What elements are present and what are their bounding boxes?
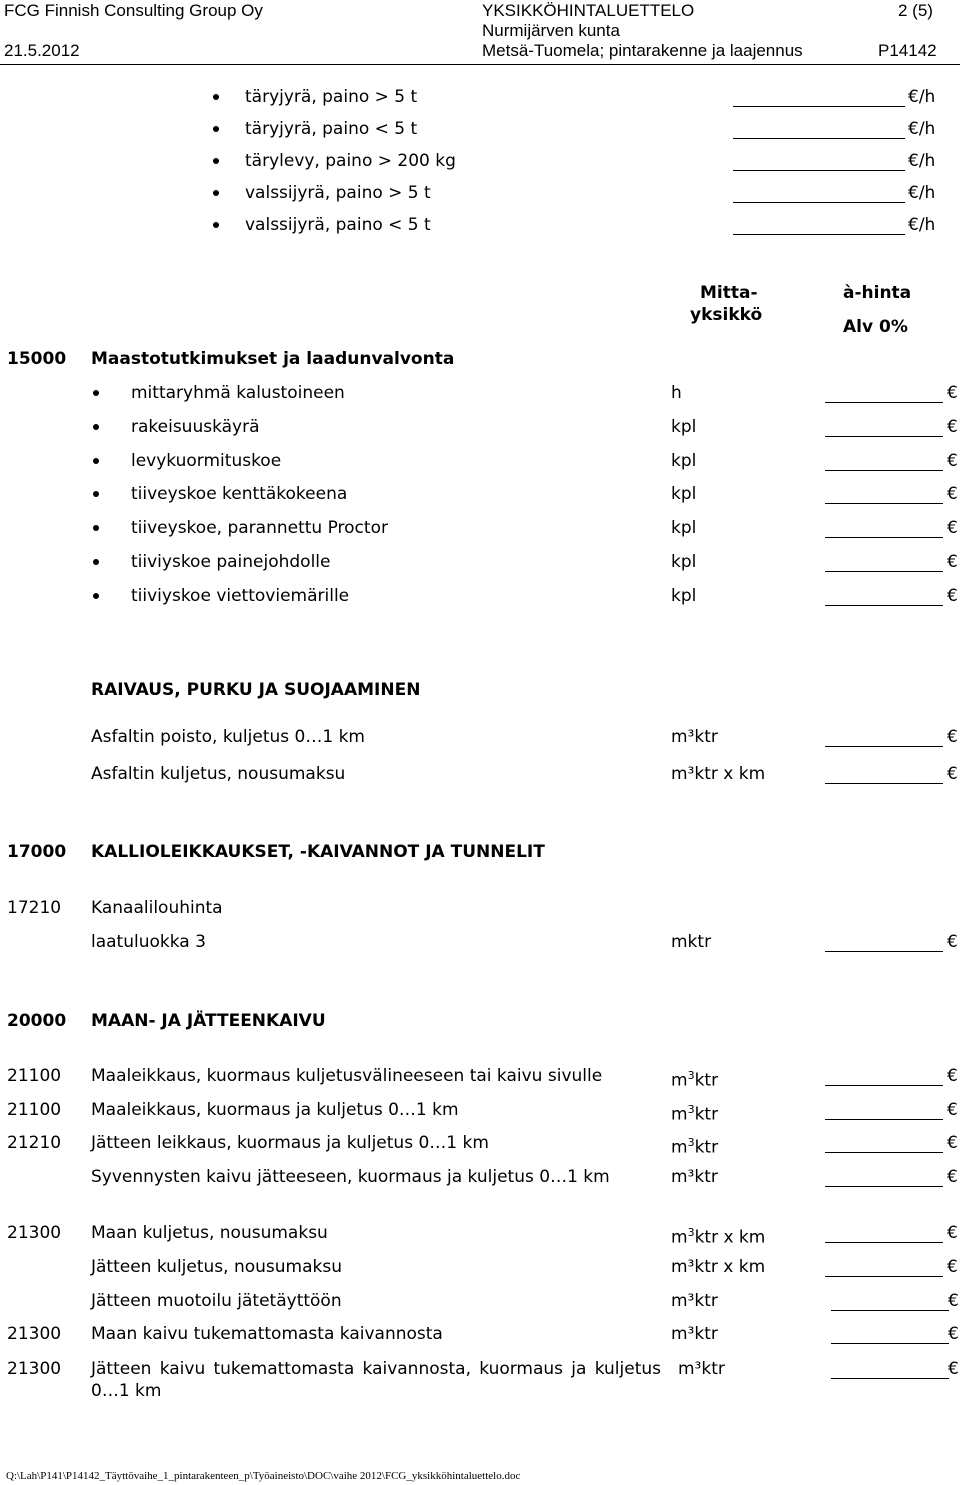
bullet-icon — [93, 491, 99, 497]
list-item: täryjyrä, paino < 5 t — [245, 119, 418, 139]
bullet-icon — [213, 158, 219, 164]
currency-cell: € — [947, 727, 958, 747]
row-code: 17210 — [7, 898, 62, 918]
unit-cell: h — [671, 383, 682, 403]
bullet-icon — [213, 190, 219, 196]
row-label: Jätteen leikkaus, kuormaus ja kuljetus 0…1 km — [91, 1133, 489, 1153]
price-blank — [733, 202, 905, 203]
price-blank — [825, 746, 943, 747]
row-label: Asfaltin kuljetus, nousumaksu — [91, 764, 346, 784]
bullet-icon — [213, 222, 219, 228]
unit-rest: ktr x km — [694, 1227, 766, 1248]
unit-exponent: 3 — [687, 1136, 695, 1149]
list-item: tärylevy, paino > 200 kg — [245, 151, 456, 171]
unit-cell: kpl — [671, 484, 697, 504]
section-code: 20000 — [7, 1011, 67, 1031]
price-blank — [825, 1186, 943, 1187]
unit-exponent: 3 — [687, 1069, 695, 1082]
currency-cell: € — [947, 586, 958, 606]
price-blank — [831, 1378, 949, 1379]
row-label: Syvennysten kaivu jätteeseen, kuormaus ja kuljetus 0…1 km — [91, 1167, 610, 1187]
list-item: tiiveyskoe, parannettu Proctor — [131, 518, 388, 538]
price-blank — [831, 1343, 949, 1344]
unit-euro-per-hour: €/h — [908, 87, 936, 107]
price-blank — [825, 1152, 943, 1153]
price-blank — [733, 170, 905, 171]
project-code: P14142 — [878, 41, 937, 60]
price-blank — [825, 951, 943, 952]
unit-rest: ktr — [694, 1070, 719, 1091]
price-blank — [733, 234, 905, 235]
unit-base: m — [671, 1104, 688, 1125]
price-blank — [825, 571, 943, 572]
list-item: tiiviyskoe painejohdolle — [131, 552, 331, 572]
row-code: 21300 — [7, 1359, 62, 1379]
bullet-icon — [93, 525, 99, 531]
section-title: Maastotutkimukset ja laadunvalvonta — [91, 349, 455, 369]
unit-cell — [671, 1223, 765, 1248]
document-date: 21.5.2012 — [4, 41, 80, 60]
unit-cell: m³ktr — [671, 1167, 718, 1187]
list-item: täryjyrä, paino > 5 t — [245, 87, 418, 107]
unit-cell — [671, 1066, 718, 1091]
row-label: laatuluokka 3 — [91, 932, 206, 952]
price-blank — [825, 470, 943, 471]
unit-euro-per-hour: €/h — [908, 151, 936, 171]
list-item: valssijyrä, paino > 5 t — [245, 183, 431, 203]
unit-base: m — [671, 1227, 688, 1248]
currency-cell: € — [947, 1100, 958, 1120]
price-blank — [825, 1242, 943, 1243]
section-title: KALLIOLEIKKAUKSET, -KAIVANNOT JA TUNNELIT — [91, 842, 545, 862]
footer-file-path: Q:\Lah\P141\P14142_Täyttövaihe_1_pintarakenteen_p\Työaineisto\DOC\vaihe 2012\FCG_yksikköhintaluettelo.doc — [6, 1470, 521, 1482]
row-label: Maan kuljetus, nousumaksu — [91, 1223, 328, 1243]
company-name: FCG Finnish Consulting Group Oy — [4, 1, 263, 20]
unit-cell: m³ktr x km — [671, 764, 766, 784]
row-label: Maaleikkaus, kuormaus kuljetusvälineeseen tai kaivu sivulle — [91, 1066, 603, 1086]
list-item: tiiviyskoe viettoviemärille — [131, 586, 350, 606]
section-title: MAAN- JA JÄTTEENKAIVU — [91, 1011, 326, 1031]
unit-cell: kpl — [671, 552, 697, 572]
bullet-icon — [93, 593, 99, 599]
list-item: mittaryhmä kalustoineen — [131, 383, 345, 403]
row-code: 21210 — [7, 1133, 62, 1153]
price-blank — [825, 436, 943, 437]
price-blank — [825, 402, 943, 403]
price-blank — [825, 605, 943, 606]
bullet-icon — [93, 424, 99, 430]
section-code: 15000 — [7, 349, 67, 369]
row-code: 21100 — [7, 1066, 62, 1086]
price-blank — [825, 537, 943, 538]
price-blank — [825, 503, 943, 504]
section-code: 17000 — [7, 842, 67, 862]
row-label: Asfaltin poisto, kuljetus 0…1 km — [91, 727, 365, 747]
unit-rest: ktr — [694, 1137, 719, 1158]
currency-cell: € — [947, 1223, 958, 1243]
list-item: valssijyrä, paino < 5 t — [245, 215, 431, 235]
unit-cell — [671, 1133, 718, 1158]
unit-euro-per-hour: €/h — [908, 215, 936, 235]
unit-cell: m³ktr — [671, 1324, 718, 1344]
bullet-icon — [213, 94, 219, 100]
currency-cell: € — [948, 1359, 959, 1379]
currency-cell: € — [948, 1324, 959, 1344]
price-blank — [825, 1276, 943, 1277]
column-header-price: à-hinta — [843, 283, 912, 303]
unit-cell — [671, 1100, 718, 1125]
unit-cell: m³ktr — [671, 727, 718, 747]
row-label: Jätteen muotoilu jätetäyttöön — [91, 1291, 342, 1311]
currency-cell: € — [947, 764, 958, 784]
row-code: 21100 — [7, 1100, 62, 1120]
row-code: 21300 — [7, 1223, 62, 1243]
bullet-icon — [93, 559, 99, 565]
currency-cell: € — [947, 484, 958, 504]
currency-cell: € — [947, 451, 958, 471]
document-title: YKSIKKÖHINTALUETTELO — [482, 1, 695, 20]
price-blank — [733, 138, 905, 139]
list-item: tiiveyskoe kenttäkokeena — [131, 484, 348, 504]
bullet-icon — [93, 458, 99, 464]
unit-cell: mktr — [671, 932, 712, 952]
currency-cell: € — [948, 1291, 959, 1311]
project-name: Metsä-Tuomela; pintarakenne ja laajennus — [482, 41, 803, 60]
row-label: Maan kaivu tukemattomasta kaivannosta — [91, 1324, 443, 1344]
price-blank — [825, 1119, 943, 1120]
unit-exponent: 3 — [687, 1103, 695, 1116]
unit-cell: m³ktr — [678, 1359, 725, 1379]
unit-cell: kpl — [671, 417, 697, 437]
section-title: RAIVAUS, PURKU JA SUOJAAMINEN — [91, 680, 421, 700]
row-label: Kanaalilouhinta — [91, 898, 223, 918]
price-blank — [733, 106, 905, 107]
bullet-icon — [213, 126, 219, 132]
page-number: 2 (5) — [898, 1, 933, 20]
price-blank — [831, 1310, 949, 1311]
row-code: 21300 — [7, 1324, 62, 1344]
currency-cell: € — [947, 1167, 958, 1187]
list-item: levykuormituskoe — [131, 451, 282, 471]
currency-cell: € — [947, 1133, 958, 1153]
currency-cell: € — [947, 518, 958, 538]
unit-base: m — [671, 1137, 688, 1158]
unit-exponent: 3 — [687, 1226, 695, 1239]
price-blank — [825, 783, 943, 784]
list-item: rakeisuuskäyrä — [131, 417, 260, 437]
column-header-unit: yksikkö — [690, 305, 763, 325]
unit-cell: kpl — [671, 451, 697, 471]
currency-cell: € — [947, 1257, 958, 1277]
row-label: Jätteen kuljetus, nousumaksu — [91, 1257, 342, 1277]
unit-cell: kpl — [671, 586, 697, 606]
row-label: Jätteen kaivu tukemattomasta kaivannosta, kuormaus ja kuljetus 0…1 km — [91, 1359, 661, 1401]
currency-cell: € — [947, 383, 958, 403]
price-blank — [825, 1085, 943, 1086]
unit-cell: m³ktr x km — [671, 1257, 766, 1277]
municipality: Nurmijärven kunta — [482, 21, 620, 40]
bullet-icon — [93, 390, 99, 396]
unit-euro-per-hour: €/h — [908, 119, 936, 139]
currency-cell: € — [947, 1066, 958, 1086]
row-label: Maaleikkaus, kuormaus ja kuljetus 0…1 km — [91, 1100, 459, 1120]
header-rule — [0, 64, 960, 65]
currency-cell: € — [947, 417, 958, 437]
column-header-price: Alv 0% — [843, 317, 908, 337]
unit-cell: kpl — [671, 518, 697, 538]
unit-cell: m³ktr — [671, 1291, 718, 1311]
currency-cell: € — [947, 932, 958, 952]
currency-cell: € — [947, 552, 958, 572]
column-header-unit: Mitta- — [700, 283, 758, 303]
unit-base: m — [671, 1070, 688, 1091]
unit-euro-per-hour: €/h — [908, 183, 936, 203]
unit-rest: ktr — [694, 1104, 719, 1125]
